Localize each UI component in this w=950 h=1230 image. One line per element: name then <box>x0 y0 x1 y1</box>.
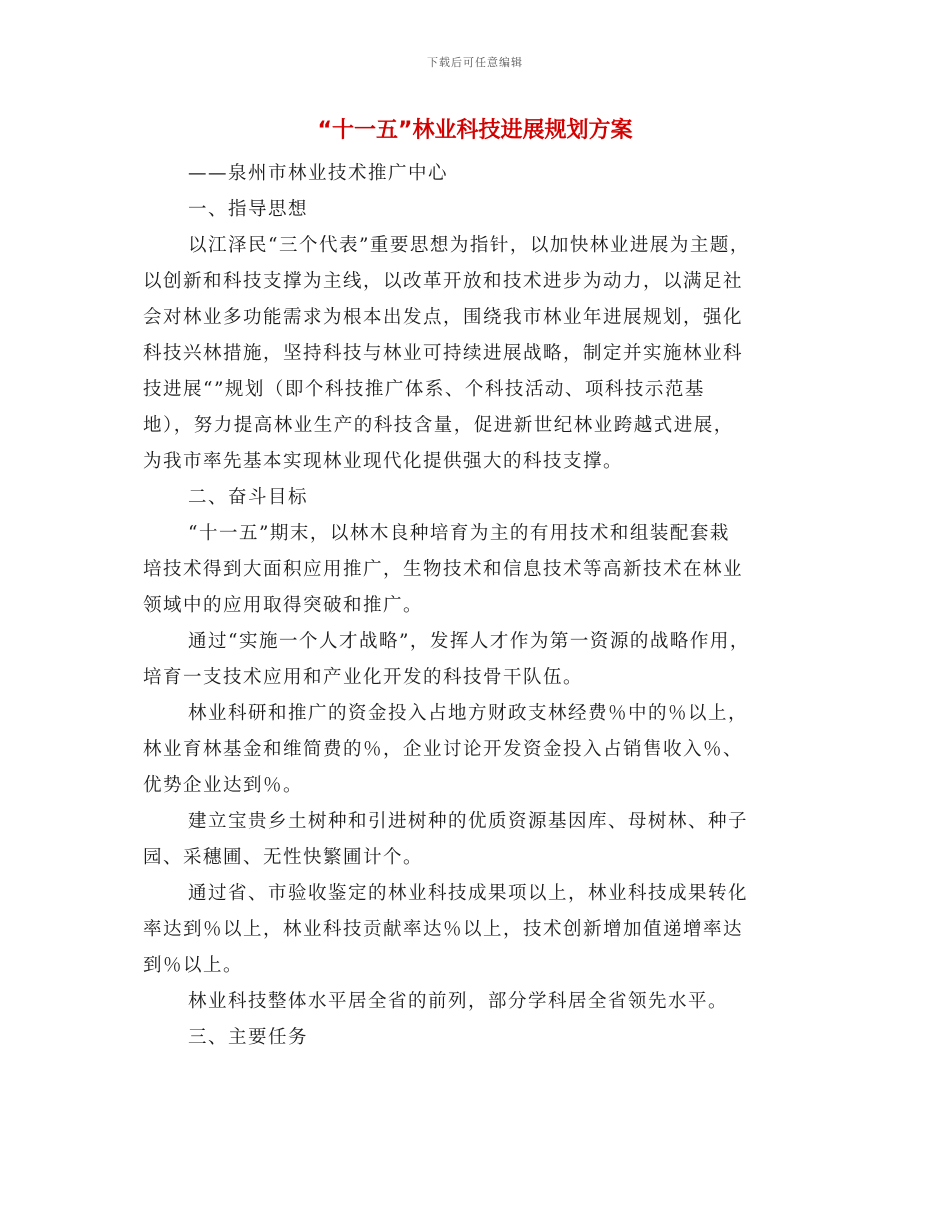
body-line: 林业育林基金和维简费的％，企业讨论开发资金投入占销售收入％、 <box>143 739 744 760</box>
body-line: 林业科研和推广的资金投入占地方财政支林经费％中的％以上， <box>188 703 749 724</box>
document-body <box>143 156 808 1056</box>
body-line: 以江泽民“三个代表”重要思想为指针，以加快林业进展为主题， <box>188 235 750 256</box>
body-line: “十一五”期末，以林木良种培育为主的有用技术和组装配套栽 <box>188 523 730 544</box>
body-line: 地），努力提高林业生产的科技含量，促进新世纪林业跨越式进展， <box>143 415 734 436</box>
body-line: 培育一支技术应用和产业化开发的科技骨干队伍。 <box>143 667 584 688</box>
body-line: 优势企业达到％。 <box>143 775 304 796</box>
body-line: 为我市率先基本实现林业现代化提供强大的科技支撑。 <box>143 451 624 472</box>
header-note: 下载后可任意编辑 <box>427 56 523 69</box>
body-line: 到％以上。 <box>143 955 244 976</box>
body-line: 建立宝贵乡土树种和引进树种的优质资源基因库、母树林、种子 <box>188 811 749 832</box>
body-line: 率达到％以上，林业科技贡献率达％以上，技术创新增加值递增率达 <box>143 919 744 940</box>
body-line: 一、指导思想 <box>188 199 309 220</box>
body-line: 技进展“”规划（即个科技推广体系、个科技活动、项科技示范基 <box>143 379 705 400</box>
body-line: 培技术得到大面积应用推广，生物技术和信息技术等高新技术在林业 <box>143 559 744 580</box>
body-line: 以创新和科技支撑为主线，以改革开放和技术进步为动力，以满足社 <box>143 271 744 292</box>
body-line: ——泉州市林业技术推广中心 <box>188 163 449 184</box>
body-line: 二、奋斗目标 <box>188 487 309 508</box>
body-line: 园、采穗圃、无性快繁圃计个。 <box>143 847 424 868</box>
body-line: 通过“实施一个人才战略”，发挥人才作为第一资源的战略作用， <box>188 631 750 652</box>
body-line: 领域中的应用取得突破和推广。 <box>143 595 424 616</box>
document-title: “十一五”林业科技进展规划方案 <box>317 118 633 143</box>
body-line: 科技兴林措施，坚持科技与林业可持续进展战略，制定并实施林业科 <box>143 343 744 364</box>
body-line: 三、主要任务 <box>188 1027 309 1048</box>
body-line: 林业科技整体水平居全省的前列，部分学科居全省领先水平。 <box>188 991 729 1012</box>
body-line: 通过省、市验收鉴定的林业科技成果项以上，林业科技成果转化 <box>188 883 749 904</box>
body-line: 会对林业多功能需求为根本出发点，围绕我市林业年进展规划，强化 <box>143 307 744 328</box>
